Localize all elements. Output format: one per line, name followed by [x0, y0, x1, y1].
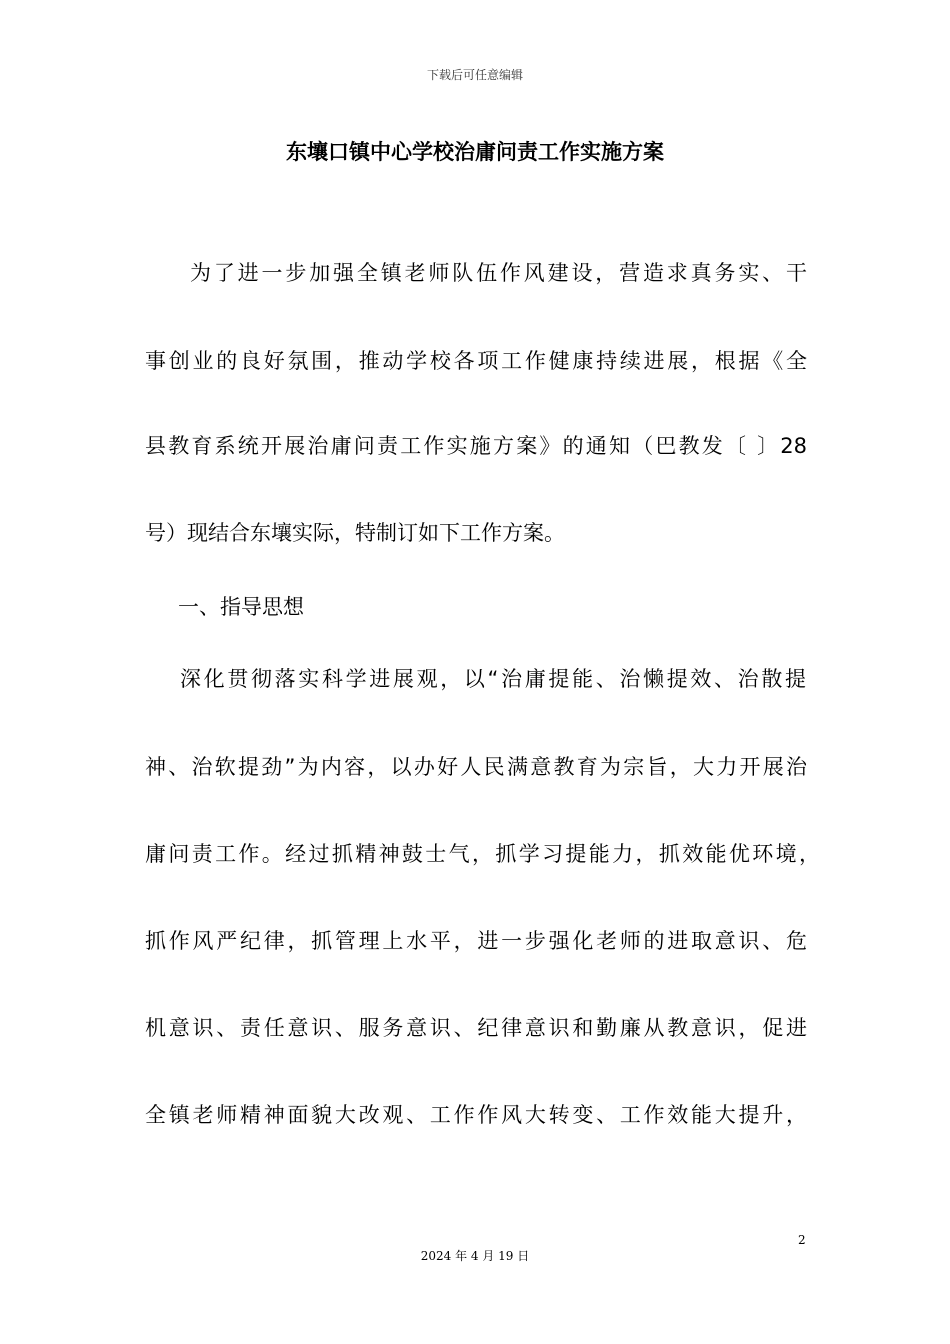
paragraph-line: 深化贯彻落实科学进展观，以“治庸提能、治懒提效、治散提: [180, 667, 806, 691]
section-heading: 一、指导思想: [178, 595, 304, 619]
paragraph-line: 神、治软提劲”为内容，以办好人民满意教育为宗旨，大力开展治: [145, 755, 807, 779]
paragraph-line: 机意识、责任意识、服务意识、纪律意识和勤廉从教意识，促进: [145, 1016, 807, 1040]
paragraph-line: 事创业的良好氛围，推动学校各项工作健康持续进展，根据《全: [145, 349, 807, 373]
paragraph-line: 庸问责工作。经过抓精神鼓士气，抓学习提能力，抓效能优环境，: [145, 842, 820, 866]
footer-date: 2024 年 4 月 19 日: [420, 1249, 530, 1263]
page-number: 2: [798, 1233, 806, 1247]
header-note: 下载后可任意编辑: [426, 68, 523, 82]
paragraph-line: 县教育系统开展治庸问责工作实施方案》的通知（巴教发〔 〕28: [145, 434, 807, 458]
paragraph-line: 抓作风严纪律，抓管理上水平，进一步强化老师的进取意识、危: [145, 929, 807, 953]
paragraph-line: 为了进一步加强全镇老师队伍作风建设，营造求真务实、干: [190, 261, 807, 285]
document-title: 东壤口镇中心学校治庸问责工作实施方案: [286, 140, 664, 164]
paragraph-line: 全镇老师精神面貌大改观、工作作风大转变、工作效能大提升，: [145, 1103, 807, 1127]
paragraph-line: 号）现结合东壤实际，特制订如下工作方案。: [145, 521, 565, 545]
